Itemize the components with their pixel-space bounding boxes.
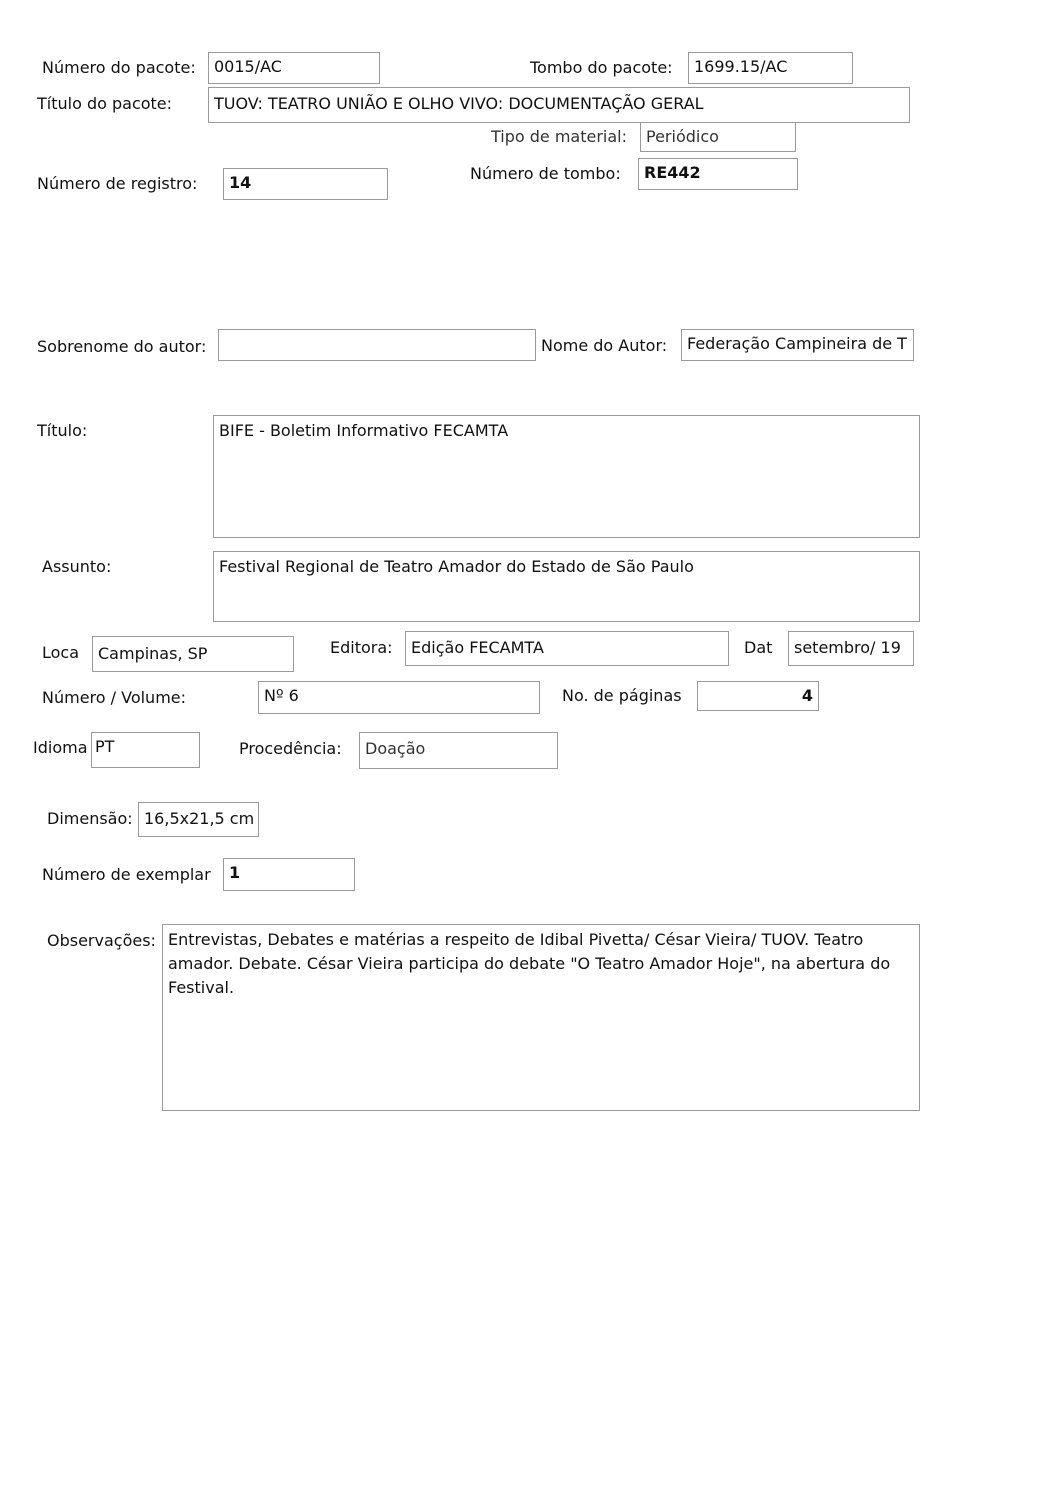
tombo-number-field[interactable]: RE442 [638,158,798,190]
notes-field[interactable]: Entrevistas, Debates e matérias a respeito de Idibal Pivetta/ César Vieira/ TUOV. Teatro amador. Debate. César Vieira participa do debate "O Teatro Amador Hoje", na abertura do Festival. [162,924,920,1111]
publisher-label: Editora: [330,638,393,657]
location-field[interactable]: Campinas, SP [92,636,294,672]
provenance-field[interactable]: Doação [359,732,558,769]
publisher-field[interactable]: Edição FECAMTA [405,631,729,666]
package-title-field[interactable]: TUOV: TEATRO UNIÃO E OLHO VIVO: DOCUMENTAÇÃO GERAL [208,87,910,123]
date-field[interactable]: setembro/ 19 [788,631,914,666]
dimension-label: Dimensão: [47,809,133,828]
subject-field[interactable]: Festival Regional de Teatro Amador do Estado de São Paulo [213,551,920,622]
author-name-field[interactable]: Federação Campineira de T [681,329,914,361]
package-number-label: Número do pacote: [42,58,196,77]
author-surname-field[interactable] [218,329,536,361]
author-name-label: Nome do Autor: [541,336,668,355]
material-type-label: Tipo de material: [491,127,628,146]
package-number-field[interactable]: 0015/AC [208,52,380,84]
provenance-label: Procedência: [239,739,342,758]
location-label: Loca [42,643,80,662]
registration-number-field[interactable]: 14 [223,168,388,200]
language-label: Idioma [33,738,88,757]
package-tombo-label: Tombo do pacote: [530,58,673,77]
title-field[interactable]: BIFE - Boletim Informativo FECAMTA [213,415,920,538]
tombo-number-label: Número de tombo: [470,164,621,183]
pages-label: No. de páginas [562,686,682,705]
dimension-field[interactable]: 16,5x21,5 cm [138,802,259,837]
registration-number-label: Número de registro: [37,174,198,193]
material-type-field[interactable]: Periódico [640,122,796,152]
author-surname-label: Sobrenome do autor: [37,337,207,356]
language-field[interactable]: PT [91,732,200,768]
copy-number-field[interactable]: 1 [223,858,355,891]
subject-label: Assunto: [42,557,112,576]
package-title-label: Título do pacote: [37,94,173,113]
package-tombo-field[interactable]: 1699.15/AC [688,52,853,84]
title-label: Título: [37,421,88,440]
pages-field[interactable]: 4 [697,681,819,711]
volume-label: Número / Volume: [42,688,187,707]
volume-field[interactable]: Nº 6 [258,681,540,714]
notes-label: Observações: [47,931,156,950]
copy-number-label: Número de exemplar [42,865,211,884]
date-label: Dat [744,638,773,657]
